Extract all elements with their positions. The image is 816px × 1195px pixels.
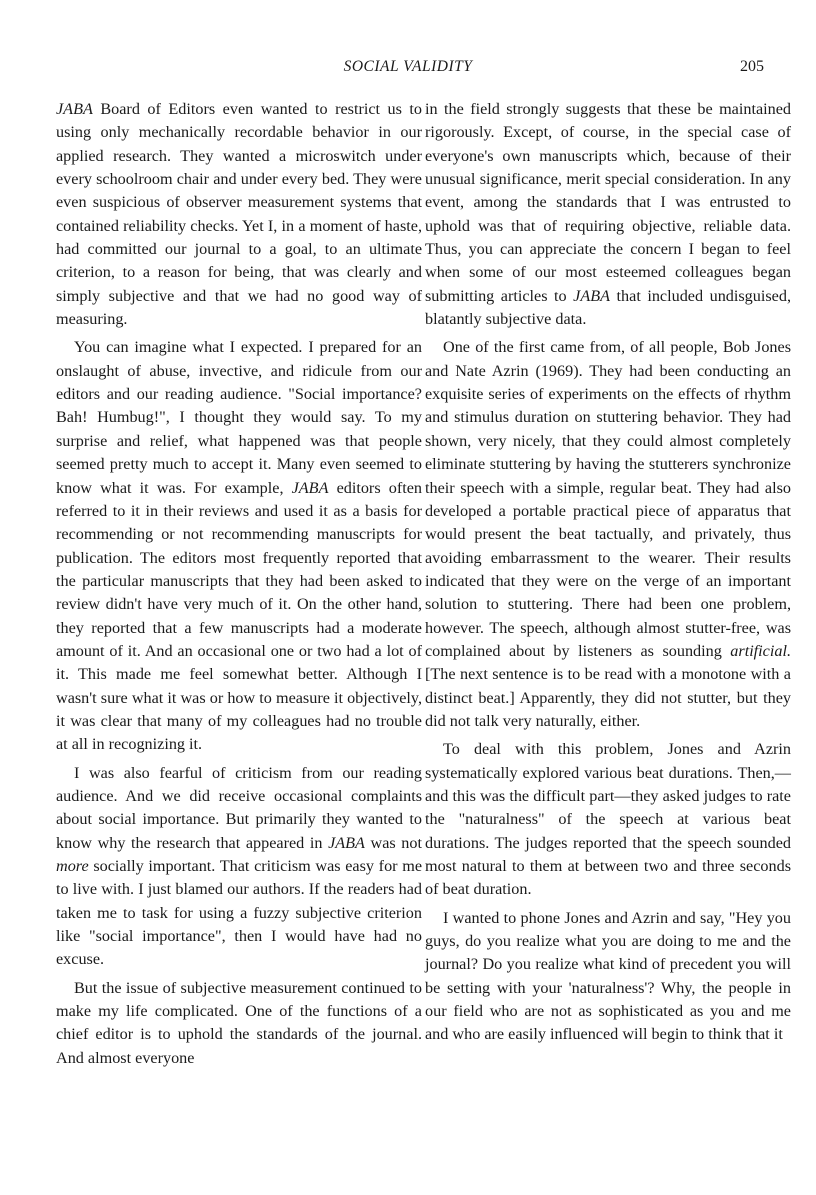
text-run: Board of Editors even wanted to restrict us to using only mechanically recordable behavior in our applied research. They wanted a microswitch under every schoolroom chair and under every bed. They were even suspicious of observer measurement systems that contained reliability checks. Yet I, in a moment of haste, had committed our journal to a goal, to an ultimate criterion, to a reason for being, that was clearly and simply subjective and that we had no good way of measuring.: [56, 100, 422, 329]
text-run: [The next sentence is to be read with a monotone with a distinct beat.] Apparently, they did not stutter, but they did not talk very naturally, either.: [425, 665, 791, 730]
running-title: SOCIAL VALIDITY: [343, 58, 473, 75]
text-run: in the field strongly suggests that these be maintained rigorously. Except, of course, in the special case of everyone's own manuscripts which, because of their unusual significance, merit special consideration. In any event, among the standards that I was entrusted to uphold was that of requiring objective, reliable data. Thus, you can appreciate the concern I began to feel when some of our most esteemed colleagues began submitting articles to: [425, 100, 791, 305]
journal-abbrev: JABA: [573, 286, 611, 305]
text-run: But the issue of subjective measurement continued to make my life complicated. One of the functions of a chief editor is to uphold the standards of the journal. And almost everyone: [56, 978, 422, 1067]
text-run: editors often referred to it in their reviews and used it as a basis for recommending or not recommending manuscripts for publication. The editors most frequently reported that the particular manuscripts that they had been asked to review didn't have very much of it. On the other hand, they reported that a few manuscripts had a moderate amount of it. And an occasional one or two had a lot of it. This made me feel somewhat better. Although I wasn't sure what it was or how to measure it objectively, it was clear that many of my colleagues had no trouble at all in recognizing it.: [56, 478, 422, 754]
page-number: 205: [740, 58, 764, 75]
paragraph-continuation: [56, 98, 422, 331]
text-run: To deal with this problem, Jones and Azrin systematically explored various beat durations. Then,—and this was the difficult part—they asked judges to rate the "naturalness" of the speech at various beat durations. The judges reported that the speech sounded most natural to them at between two and three seconds of beat duration.: [425, 740, 791, 899]
paragraph: [425, 336, 791, 733]
paragraph: [56, 762, 422, 972]
text-run: I was also fearful of criticism from our reading audience. And we did receive occasional complaints about social importance. But primarily they wanted to know why the research that appeared in: [56, 763, 422, 852]
emphasis: more: [56, 857, 89, 875]
text-run: that included undisguised, blatantly subjective data.: [425, 286, 791, 329]
paragraph: [425, 907, 791, 1047]
right-column: [425, 98, 791, 1052]
text-run: socially important. That criticism was easy for me to live with. I just blamed our authors. If the readers had taken me to task for using a fuzzy subjective criterion like "social importance", then I would have had no excuse.: [56, 857, 422, 969]
running-head: [0, 58, 816, 80]
paragraph-continuation: [425, 98, 791, 331]
journal-abbrev: JABA: [328, 833, 365, 852]
left-column: [56, 98, 422, 1075]
paragraph: [425, 738, 791, 901]
text-run: I wanted to phone Jones and Azrin and say, "Hey you guys, do you realize what you are doing to me and the journal? Do you realize what kind of precedent you will be setting with your 'naturalness'? Why, the people in our field who are not as sophisticated as you and me and who are easily influenced will begin to think that it: [425, 908, 791, 1044]
journal-abbrev: JABA: [56, 100, 93, 118]
journal-abbrev: JABA: [291, 478, 329, 497]
text-run: You can imagine what I expected. I prepared for an onslaught of abuse, invective, and ridicule from our editors and our reading audience. "Social importance? Bah! Humbug!", I thought they would say. To my surprise and relief, what happened was that people seemed pretty much to accept it. Many even seemed to know what it was. For example,: [56, 338, 422, 497]
paragraph: [56, 336, 422, 756]
text-run: One of the first came from, of all people, Bob Jones and Nate Azrin (1969). They had been conducting an exquisite series of experiments on the effects of rhythm and stimulus duration on stuttering behavior. They had shown, very nicely, that they could almost completely eliminate stuttering by having the stutterers synchronize their speech with a simple, regular beat. They had also developed a portable practical piece of apparatus that would present the beat tactually, and privately, thus avoiding embarrassment to the wearer. Their results indicated that they were on the verge of an important solution to stuttering. There had been one problem, however. The speech, although almost stutter-free, was complained about by listeners as sounding: [425, 338, 791, 660]
emphasis: artificial.: [730, 641, 791, 660]
text-run: was not: [364, 833, 422, 852]
paragraph: [56, 977, 422, 1070]
